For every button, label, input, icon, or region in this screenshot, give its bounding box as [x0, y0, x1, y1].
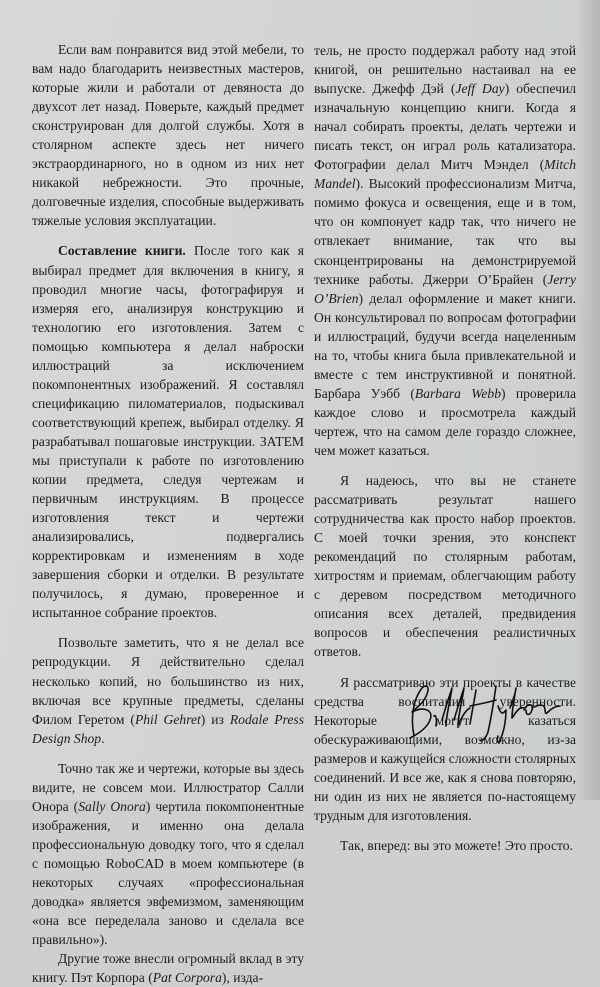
paragraph-text: ) обеспечил изначальную концепцию книги. Когда я начал собирать проекты, делать чертежи и писать текст, он играл роль катализатора. Фотографии делал Митч Мэндел ( — [314, 81, 576, 173]
paragraph-text: Другие тоже внесли огромный вклад в эту книгу. Пэт Корпора ( — [32, 951, 304, 986]
person-name: Phil Gehret — [134, 711, 201, 727]
paragraph-text: ) делал оформление и макет книги. Он консультировал по вопросам фотографии и иллюстраций, будучи всегда нацеленным на то, чтобы книга была привлекательной и вместе с тем инструктивной и понятной. Барбара Уэбб ( — [314, 290, 576, 401]
paragraph-text: После того как я выбирал предмет для включения в книгу, я проводил многие часы, фотографируя и измеряя его, анализируя конструкцию и технологию его изготовления. Затем с помощью компьютера я делал наброски иллюстраций за исключением покомпонентных изображений. Я составлял спецификацию пиломатериалов, подыскивал соответствующий крепеж, выбирал отделку. Я разрабатывал пошаговые инструкции. ЗАТЕМ мы приступали к работе по изготовлению копии предмета, следуя чертежам и первичным инструкциям. В процессе изготовления текст и чертежи анализировались, подвергались корректировкам и изменениям в ходе завершения сборки и отделки. В результате получилось, я думаю, проверенное и испытанное собрание проектов. — [32, 243, 305, 621]
paragraph-text: Позвольте заметить, что я не делал все репродукции. Я действительно сделал несколько копий, но большинство из них, включая все крупные предметы, сделаны Филом Геретом ( — [32, 635, 304, 727]
person-name: Mitch Mandel — [314, 157, 576, 192]
paragraph-hope: Я надеюсь, что вы не станете рассматривать результат нашего сотрудничества как просто набор проектов. С моей точки зрения, это конспект рекомендаций по столярным работам, хитростям и приемам, облегчающим работу с деревом посредством методичного описания всех деталей, предвидения вопросов и обеспечения реалистичных ответов. — [314, 473, 576, 660]
paragraph-closing: Так, вперед: вы это можете! Это просто. — [340, 837, 573, 853]
paragraph-text: ). Высокий профессионализм Митча, помимо фокуса и освещения, еще и в том, что он компонует кадр так, что ничего не отвлекает внимание, так что вы сконцентрированы на демонстрируемой технике работы. Джерри О’Брайен ( — [314, 176, 576, 287]
paragraph-text: ) из — [200, 711, 230, 727]
paragraph-text: Точно так же и чертежи, которые вы здесь видите, не совсем мои. Иллюстратор Салли Онора ( — [32, 760, 304, 814]
paragraph-contributors-cont — [314, 41, 576, 460]
paragraph-drawings — [32, 759, 304, 949]
shop-name: Rodale Press Design Shop — [32, 711, 305, 746]
section-heading: Составление книги. — [58, 243, 186, 259]
left-text-column — [32, 40, 304, 987]
page-edge-shadow — [576, 0, 600, 800]
paragraph-text: тель, не просто поддержал работу над этой книгой, он решительно настаивал на ее выпуске. Джефф Дэй ( — [314, 43, 576, 97]
paragraph-making-of-book — [32, 241, 304, 622]
person-name: Sally Onora — [78, 798, 146, 814]
paragraph-text: ) проверила каждое слово и просмотрела каждый чертеж, что на самом деле гораздо сложнее, чем может казаться. — [314, 385, 576, 458]
paragraph-text: ), изда- — [221, 970, 264, 986]
person-name: Jeff Day — [455, 81, 505, 97]
paragraph-reproductions — [32, 633, 304, 747]
paragraph-text: ) чертила покомпонентные изображения, и именно она делала профессиональную доводку того, что я сделал с помощью RoboCAD в моем компьютере (в некоторых случаях «профессиональная доводка» является эвфемизмом, заменяющим «она все переделала заново и сделала все правильно»). — [32, 798, 304, 948]
paragraph-intro: Если вам понравится вид этой мебели, то вам надо благодарить неизвестных мастеров, которые жили и работали от девяноста до двухсот лет назад. Поверьте, каждый предмет сконструирован для долгой службы. Хотя в столярном аспекте здесь нет ничего экстраординарного, но в одном из них нет никакой небрежности. Это прочные, долговечные изделия, способные выдерживать тяжелые условия эксплуатации. — [32, 42, 304, 229]
person-name: Pat Corpora — [152, 970, 222, 986]
author-signature — [400, 676, 570, 746]
person-name: Jerry O’Brien — [314, 271, 576, 306]
paragraph-confidence: Я рассматриваю эти проекты в качестве средства воспитания уверенности. Некоторые могут казаться обескураживающими, возможно, из-за размеров и кажущейся сложности столярных соединений. И все же, как я снова повторяю, ни один из них не является по-настоящему трудным для изготовления. — [314, 674, 576, 823]
paragraph-contributors-start — [32, 949, 304, 987]
paragraph-text: . — [101, 730, 105, 746]
person-name: Barbara Webb — [414, 385, 501, 401]
